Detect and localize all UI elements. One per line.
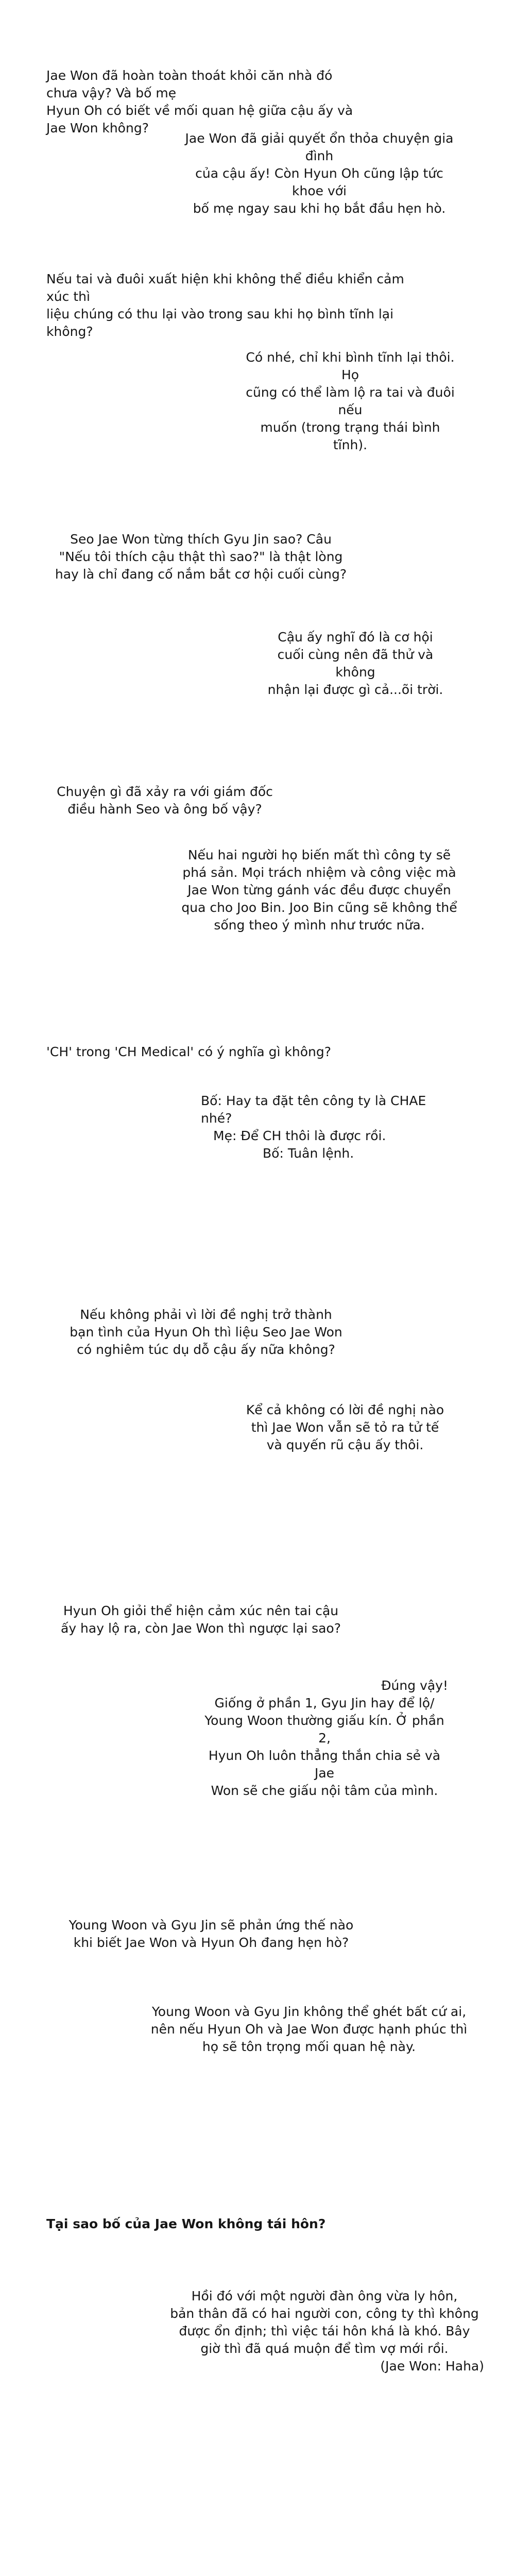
answer-8 [144,2003,474,2056]
answer-line: Mẹ: Để CH thôi là được rồi. [213,1128,386,1143]
question-line: Nếu tai và đuôi xuất hiện khi không thể điều khiển cảm xúc thì [46,272,404,304]
question-9 [46,2215,376,2233]
question-line: hay là chỉ đang cố nắm bắt cơ hội cuối cùng? [55,567,347,582]
question-line: điều hành Seo và ông bố vậy? [67,802,262,817]
question-8 [46,1917,376,1952]
answer-line: Hyun Oh luôn thẳng thắn chia sẻ và Jae [208,1748,441,1781]
answer-line: nên nếu Hyun Oh và Jae Won được hạnh phúc thì [150,2022,468,2037]
answer-line: Nếu hai người họ biến mất thì công ty sẽ [187,848,451,862]
answer-line: (Jae Won: Haha) [380,2359,484,2374]
question-line: ấy hay lộ ra, còn Jae Won thì ngược lại sao? [61,1621,341,1636]
question-line: Chuyện gì đã xảy ra với giám đốc [57,784,273,799]
answer-line: Young Woon thường giấu kín. Ở phần 2, [204,1713,444,1745]
answer-line: Young Woon và Gyu Jin không thể ghét bất cứ ai, [151,2004,467,2019]
answer-3 [258,629,453,699]
answer-line: cuối cùng nên đã thử và không [277,647,434,680]
answer-line: Có nhé, chỉ khi bình tĩnh lại thôi. Họ [246,350,455,382]
question-line: Seo Jae Won từng thích Gyu Jin sao? Câu [70,532,332,547]
answer-line: Kể cả không có lời đề nghị nào [246,1402,444,1417]
question-line: Tại sao bố của Jae Won không tái hôn? [46,2216,326,2231]
answer-line: và quyến rũ cậu ấy thôi. [266,1437,424,1452]
question-7 [46,1602,355,1637]
question-line: Nếu không phải vì lời đề nghị trở thành [80,1307,332,1322]
answer-line: giờ thì đã quá muộn để tìm vợ mới rồi. [200,2341,449,2356]
answer-line: cũng có thể làm lộ ra tai và đuôi nếu [246,385,455,417]
question-6 [46,1306,366,1359]
answer-line: Giống ở phần 1, Gyu Jin hay để lộ/ [214,1696,435,1710]
question-4 [46,783,283,818]
answer-line: Cậu ấy nghĩ đó là cơ hội [278,630,433,645]
question-line: Jae Won đã hoàn toàn thoát khỏi căn nhà đó chưa vậy? Và bố mẹ [46,68,333,100]
answer-line: bản thân đã có hai người con, công ty thì không [170,2306,479,2321]
answer-line: thì Jae Won vẫn sẽ tỏ ra tử tế [251,1420,439,1435]
question-line: Hyun Oh giỏi thể hiện cảm xúc nên tai cậu [63,1603,339,1618]
question-line: khi biết Jae Won và Hyun Oh đang hẹn hò? [73,1935,349,1950]
answer-4 [180,846,458,934]
question-line: có nghiêm túc dụ dỗ cậu ấy nữa không? [77,1342,335,1357]
answer-6 [237,1401,453,1454]
answer-line: muốn (trong trạng thái bình tĩnh). [260,420,440,452]
answer-1 [180,130,458,217]
question-1 [46,67,355,137]
answer-line: Bố: Hay ta đặt tên công ty là CHAE nhé? [201,1093,426,1126]
answer-7 [201,1677,448,1800]
question-line: bạn tình của Hyun Oh thì liệu Seo Jae Won [70,1325,342,1340]
answer-line: bố mẹ ngay sau khi họ bắt đầu hẹn hò. [193,201,446,216]
answer-line: Bố: Tuân lệnh. [263,1146,354,1161]
answer-line: Đúng vậy! [381,1678,448,1693]
answer-line: Won sẽ che giấu nội tâm của mình. [211,1783,438,1798]
answer-line: Hồi đó với một người đàn ông vừa ly hôn, [191,2289,458,2303]
question-line: 'CH' trong 'CH Medical' có ý nghĩa gì không? [46,1044,331,1059]
answer-line: của cậu ấy! Còn Hyun Oh cũng lập tức khoe với [195,166,443,198]
answer-2 [242,349,458,454]
answer-line: Jae Won từng gánh vác đều được chuyển [187,883,451,897]
answer-line: qua cho Joo Bin. Joo Bin cũng sẽ không thể [181,900,457,915]
answer-line: phá sản. Mọi trách nhiệm và công việc mà [182,865,456,880]
question-line: liệu chúng có thu lại vào trong sau khi họ bình tĩnh lại không? [46,307,394,339]
answer-line: Jae Won đã giải quyết ổn thỏa chuyện gia đình [185,131,454,163]
answer-5 [201,1092,448,1162]
question-2 [46,270,407,341]
answer-line: sống theo ý mình như trước nữa. [214,918,425,933]
question-line: "Nếu tôi thích cậu thật thì sao?" là thật lòng [59,549,343,564]
question-5 [46,1043,407,1061]
answer-line: được ổn định; thì việc tái hôn khá là khó. Bây [179,2324,470,2338]
answer-line: nhận lại được gì cả...õi trời. [267,682,443,697]
question-3 [46,531,355,583]
answer-9 [165,2287,484,2375]
question-line: Hyun Oh có biết về mối quan hệ giữa cậu ấy và Jae Won không? [46,103,353,135]
question-line: Young Woon và Gyu Jin sẽ phản ứng thế nào [68,1918,354,1933]
answer-line: họ sẽ tôn trọng mối quan hệ này. [202,2039,416,2054]
